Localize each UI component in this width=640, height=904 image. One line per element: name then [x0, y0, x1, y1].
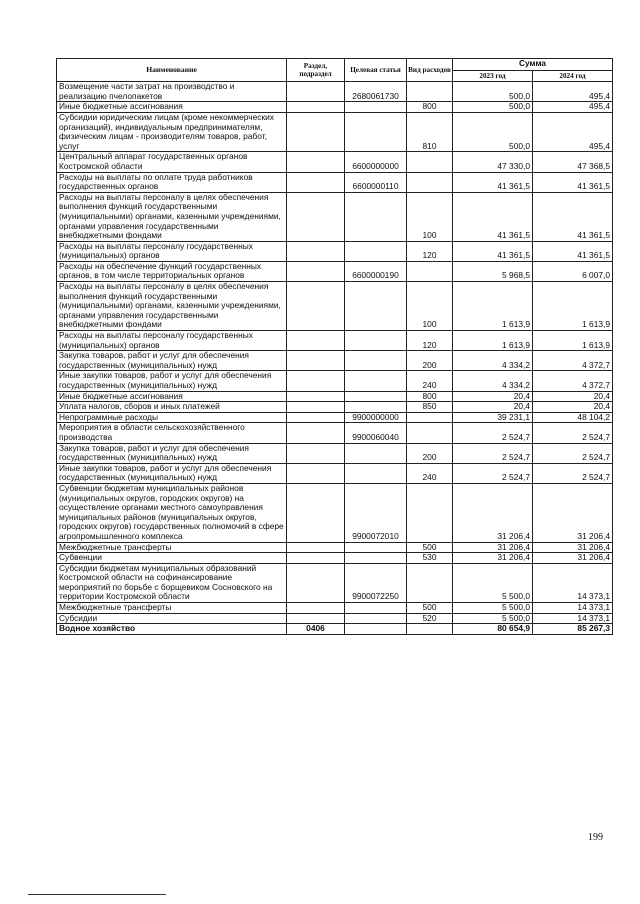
cell-target: 6600000110 — [345, 172, 407, 192]
cell-name: Водное хозяйство — [57, 624, 287, 635]
table-row — [57, 261, 613, 281]
cell-name: Субсидии бюджетам муниципальных образований Костромской области на софинансирование мероприятий по борьбе с борщевиком Сосновского на территории Костромской области — [57, 563, 287, 602]
cell-name: Расходы на выплаты по оплате труда работников государственных органов — [57, 172, 287, 192]
table-row — [57, 463, 613, 483]
table-row — [57, 613, 613, 624]
cell-2023: 80 654,9 — [453, 624, 533, 635]
cell-name: Расходы на выплаты персоналу в целях обеспечения выполнения функций государственными (муниципальными) органами, казенными учреждениями, органами управления государственными внебюджетными фондами — [57, 282, 287, 331]
cell-2023: 41 361,5 — [453, 192, 533, 241]
cell-2024: 2 524,7 — [533, 423, 613, 443]
cell-section — [287, 112, 345, 151]
cell-kind: 240 — [407, 371, 453, 391]
cell-section — [287, 553, 345, 564]
cell-2024: 41 361,5 — [533, 172, 613, 192]
cell-2023: 5 500,0 — [453, 613, 533, 624]
cell-kind: 100 — [407, 192, 453, 241]
header-section: Раздел, подраздел — [287, 59, 345, 82]
cell-section — [287, 402, 345, 413]
cell-name: Расходы на выплаты персоналу государственных (муниципальных) органов — [57, 331, 287, 351]
cell-section — [287, 443, 345, 463]
cell-name: Расходы на выплаты персоналу в целях обеспечения выполнения функций государственными (муниципальными) органами, казенными учреждениями, органами управления государственными внебюджетными фондами — [57, 192, 287, 241]
cell-2023: 500,0 — [453, 102, 533, 113]
table-row — [57, 371, 613, 391]
cell-section — [287, 172, 345, 192]
cell-name: Непрограммные расходы — [57, 412, 287, 423]
cell-section — [287, 391, 345, 402]
cell-2023: 31 206,4 — [453, 483, 533, 542]
cell-kind — [407, 563, 453, 602]
cell-2024: 1 613,9 — [533, 331, 613, 351]
cell-name: Межбюджетные трансферты — [57, 603, 287, 614]
cell-target — [345, 192, 407, 241]
cell-2023: 500,0 — [453, 112, 533, 151]
cell-target — [345, 102, 407, 113]
cell-name: Иные бюджетные ассигнования — [57, 102, 287, 113]
cell-name: Субвенции — [57, 553, 287, 564]
cell-name: Расходы на обеспечение функций государственных органов, в том числе территориальных органов — [57, 261, 287, 281]
cell-2024: 20,4 — [533, 391, 613, 402]
cell-section — [287, 603, 345, 614]
cell-target — [345, 391, 407, 402]
cell-target: 2680061730 — [345, 82, 407, 102]
cell-kind — [407, 152, 453, 172]
cell-2024: 20,4 — [533, 402, 613, 413]
cell-kind — [407, 624, 453, 635]
table-row — [57, 241, 613, 261]
table-row — [57, 603, 613, 614]
cell-kind: 500 — [407, 603, 453, 614]
cell-2023: 2 524,7 — [453, 463, 533, 483]
cell-section — [287, 563, 345, 602]
cell-kind: 810 — [407, 112, 453, 151]
cell-kind — [407, 82, 453, 102]
table-row — [57, 172, 613, 192]
table-row — [57, 412, 613, 423]
cell-2023: 39 231,1 — [453, 412, 533, 423]
cell-name: Мероприятия в области сельскохозяйственного производства — [57, 423, 287, 443]
cell-kind: 850 — [407, 402, 453, 413]
cell-2023: 2 524,7 — [453, 423, 533, 443]
cell-section — [287, 371, 345, 391]
cell-name: Иные закупки товаров, работ и услуг для обеспечения государственных (муниципальных) нужд — [57, 371, 287, 391]
cell-2024: 48 104,2 — [533, 412, 613, 423]
table-row — [57, 542, 613, 553]
table-row — [57, 391, 613, 402]
cell-section — [287, 152, 345, 172]
table-row — [57, 112, 613, 151]
cell-kind — [407, 483, 453, 542]
cell-target — [345, 553, 407, 564]
cell-kind: 120 — [407, 241, 453, 261]
cell-name: Закупка товаров, работ и услуг для обеспечения государственных (муниципальных) нужд — [57, 443, 287, 463]
cell-target: 6600000190 — [345, 261, 407, 281]
cell-2024: 31 206,4 — [533, 553, 613, 564]
table-row — [57, 152, 613, 172]
cell-name: Возмещение части затрат на производство и реализацию пчелопакетов — [57, 82, 287, 102]
page-number: 199 — [588, 832, 603, 843]
cell-name: Центральный аппарат государственных органов Костромской области — [57, 152, 287, 172]
header-target: Целевая статья — [345, 59, 407, 82]
table-row — [57, 82, 613, 102]
cell-kind: 200 — [407, 443, 453, 463]
cell-kind — [407, 261, 453, 281]
cell-target — [345, 402, 407, 413]
cell-target — [345, 542, 407, 553]
cell-section — [287, 412, 345, 423]
cell-target: 9900072010 — [345, 483, 407, 542]
cell-section: 0406 — [287, 624, 345, 635]
cell-2024: 495,4 — [533, 102, 613, 113]
cell-2024: 14 373,1 — [533, 563, 613, 602]
cell-name: Расходы на выплаты персоналу государственных (муниципальных) органов — [57, 241, 287, 261]
table-body — [57, 82, 613, 635]
cell-kind: 530 — [407, 553, 453, 564]
cell-target — [345, 371, 407, 391]
cell-name: Уплата налогов, сборов и иных платежей — [57, 402, 287, 413]
cell-2023: 31 206,4 — [453, 542, 533, 553]
cell-section — [287, 282, 345, 331]
cell-name: Межбюджетные трансферты — [57, 542, 287, 553]
cell-kind — [407, 412, 453, 423]
cell-2024: 2 524,7 — [533, 443, 613, 463]
cell-target: 9900072250 — [345, 563, 407, 602]
cell-name: Субсидии юридическим лицам (кроме некоммерческих организаций), индивидуальным предпринимателям, физическим лицам - производителям товаров, работ, услуг — [57, 112, 287, 151]
cell-2024: 495,4 — [533, 112, 613, 151]
table-row — [57, 443, 613, 463]
cell-2023: 1 613,9 — [453, 331, 533, 351]
cell-2023: 1 613,9 — [453, 282, 533, 331]
cell-2023: 4 334,2 — [453, 351, 533, 371]
cell-name: Иные закупки товаров, работ и услуг для обеспечения государственных (муниципальных) нужд — [57, 463, 287, 483]
cell-kind: 240 — [407, 463, 453, 483]
cell-section — [287, 102, 345, 113]
cell-name: Субвенции бюджетам муниципальных районов (муниципальных округов, городских округов) на осуществление органами местного самоуправления муниципальных районов (муниципальных округов, городских округов) государственных полномочий в сфере агропромышленного комплекса — [57, 483, 287, 542]
cell-target — [345, 613, 407, 624]
table-row — [57, 351, 613, 371]
table-row — [57, 624, 613, 635]
cell-2023: 5 500,0 — [453, 563, 533, 602]
cell-target — [345, 331, 407, 351]
header-name: Наименование — [57, 59, 287, 82]
header-kind: Вид расходов — [407, 59, 453, 82]
cell-2023: 4 334,2 — [453, 371, 533, 391]
cell-target: 9900060040 — [345, 423, 407, 443]
cell-2024: 31 206,4 — [533, 542, 613, 553]
footnote-separator — [28, 894, 166, 895]
cell-kind: 800 — [407, 391, 453, 402]
cell-kind: 120 — [407, 331, 453, 351]
cell-2024: 4 372,7 — [533, 351, 613, 371]
cell-2024: 4 372,7 — [533, 371, 613, 391]
table-row — [57, 423, 613, 443]
cell-target: 6600000000 — [345, 152, 407, 172]
cell-2024: 495,4 — [533, 82, 613, 102]
cell-target — [345, 443, 407, 463]
cell-2024: 1 613,9 — [533, 282, 613, 331]
cell-section — [287, 463, 345, 483]
cell-2023: 5 500,0 — [453, 603, 533, 614]
cell-target — [345, 282, 407, 331]
header-year-2023: 2023 год — [453, 70, 533, 82]
cell-2023: 2 524,7 — [453, 443, 533, 463]
cell-target — [345, 463, 407, 483]
cell-section — [287, 483, 345, 542]
budget-table — [56, 58, 613, 635]
cell-kind: 200 — [407, 351, 453, 371]
cell-section — [287, 423, 345, 443]
cell-2024: 14 373,1 — [533, 613, 613, 624]
cell-2023: 47 330,0 — [453, 152, 533, 172]
cell-kind: 520 — [407, 613, 453, 624]
cell-2024: 47 368,5 — [533, 152, 613, 172]
cell-target — [345, 351, 407, 371]
cell-name: Субсидии — [57, 613, 287, 624]
cell-2024: 41 361,5 — [533, 192, 613, 241]
cell-name: Иные бюджетные ассигнования — [57, 391, 287, 402]
cell-kind — [407, 172, 453, 192]
cell-section — [287, 241, 345, 261]
cell-2023: 41 361,5 — [453, 172, 533, 192]
cell-section — [287, 82, 345, 102]
cell-name: Закупка товаров, работ и услуг для обеспечения государственных (муниципальных) нужд — [57, 351, 287, 371]
table-row — [57, 102, 613, 113]
cell-2024: 2 524,7 — [533, 463, 613, 483]
cell-kind: 100 — [407, 282, 453, 331]
cell-target: 9900000000 — [345, 412, 407, 423]
cell-2024: 41 361,5 — [533, 241, 613, 261]
cell-target — [345, 241, 407, 261]
table-row — [57, 282, 613, 331]
cell-section — [287, 613, 345, 624]
cell-2024: 14 373,1 — [533, 603, 613, 614]
cell-target — [345, 624, 407, 635]
table-row — [57, 483, 613, 542]
cell-2024: 6 007,0 — [533, 261, 613, 281]
table-row — [57, 192, 613, 241]
cell-section — [287, 542, 345, 553]
cell-2023: 20,4 — [453, 391, 533, 402]
table-row — [57, 402, 613, 413]
cell-kind: 500 — [407, 542, 453, 553]
cell-section — [287, 261, 345, 281]
table-row — [57, 553, 613, 564]
cell-2023: 20,4 — [453, 402, 533, 413]
table-row — [57, 563, 613, 602]
cell-2023: 41 361,5 — [453, 241, 533, 261]
table-row — [57, 331, 613, 351]
cell-target — [345, 603, 407, 614]
cell-target — [345, 112, 407, 151]
cell-2024: 85 267,3 — [533, 624, 613, 635]
cell-kind — [407, 423, 453, 443]
cell-2023: 31 206,4 — [453, 553, 533, 564]
cell-2023: 5 968,5 — [453, 261, 533, 281]
cell-kind: 800 — [407, 102, 453, 113]
header-year-2024: 2024 год — [533, 70, 613, 82]
cell-2023: 500,0 — [453, 82, 533, 102]
header-sum: Сумма — [453, 59, 613, 71]
cell-section — [287, 192, 345, 241]
cell-2024: 31 206,4 — [533, 483, 613, 542]
cell-section — [287, 351, 345, 371]
table-header — [57, 59, 613, 82]
cell-section — [287, 331, 345, 351]
